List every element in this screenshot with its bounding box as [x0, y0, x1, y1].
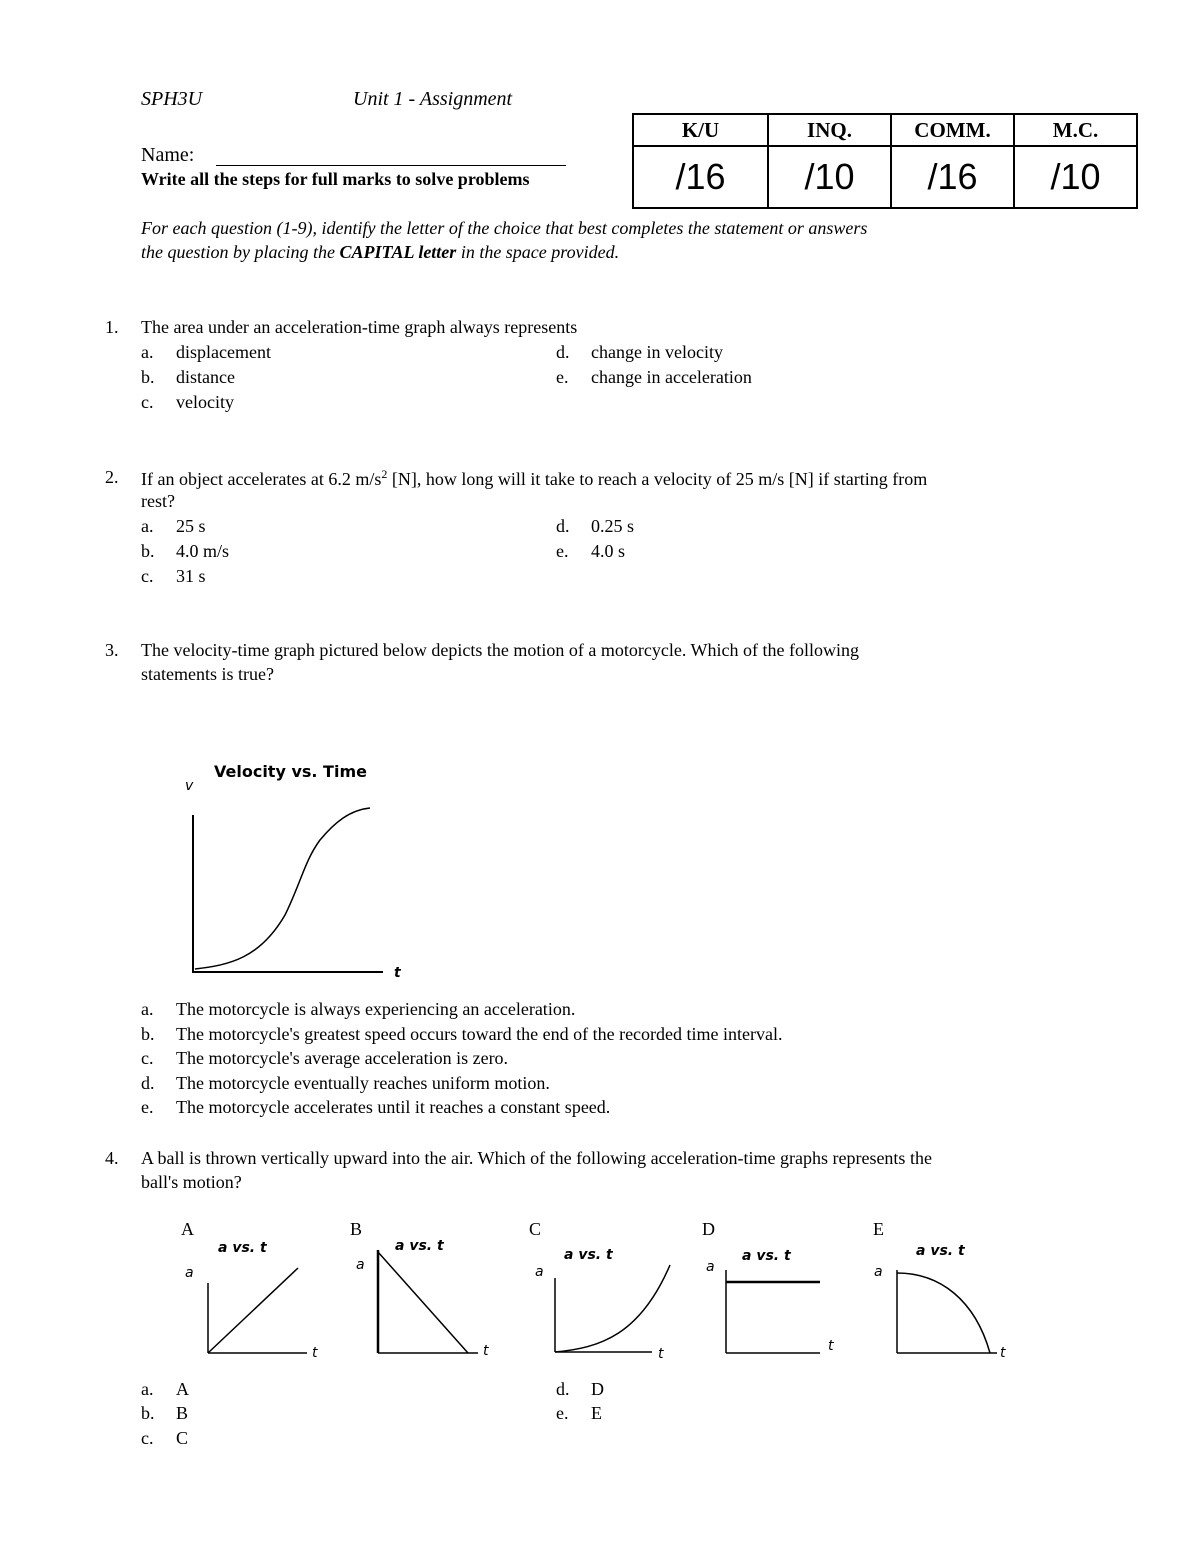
q1-option-c: c. velocity [141, 392, 234, 412]
graph-e-title: a vs. t [916, 1243, 965, 1259]
marks-score-comm: /16 [891, 146, 1014, 208]
graph-a-line [208, 1268, 298, 1353]
q2-text: If an object accelerates at 6.2 $m/s^2$ [N], how long will it take to reach a velocity of 25 m/s [N] if starting from [141, 467, 928, 489]
graph-b-line [378, 1252, 468, 1353]
q4-number: 4. [105, 1148, 119, 1168]
q3-text-line-2: statements is true? [141, 664, 274, 684]
q2-option-b: b. 4.0 m/s [141, 541, 230, 561]
marks-score-ku: /16 [633, 146, 768, 208]
q4-option-d: d. D [556, 1379, 604, 1399]
q1-text: The area under an acceleration-time graph always represents [141, 317, 578, 337]
unit-title: Unit 1 - Assignment [353, 88, 513, 110]
graph-b [378, 1250, 478, 1353]
graph-c-title: a vs. t [564, 1247, 613, 1263]
vt-graph-xlabel: t [394, 965, 401, 981]
graph-d-xlabel: t [828, 1338, 834, 1354]
q3-option-d: d. The motorcycle eventually reaches uniform motion. [141, 1073, 550, 1093]
graph-a-ylabel: a [185, 1265, 194, 1281]
q4-option-e: e. E [556, 1403, 602, 1423]
q2-text-line-2: rest? [141, 491, 175, 511]
graph-d [726, 1270, 820, 1353]
graph-a-xlabel: t [312, 1345, 318, 1361]
graph-e-ylabel: a [874, 1264, 883, 1280]
q2-number: 2. [105, 467, 119, 487]
q2-option-d: d. 0.25 s [556, 516, 635, 536]
vt-graph-ylabel: v [185, 778, 194, 794]
graph-a [208, 1268, 307, 1353]
q4-text: A ball is thrown vertically upward into the air. Which of the following acceleration-time graphs represents the [141, 1148, 932, 1168]
q3-text: The velocity-time graph pictured below depicts the motion of a motorcycle. Which of the following [141, 640, 859, 660]
graph-c-xlabel: t [658, 1346, 664, 1362]
q2-option-c: c. 31 s [141, 566, 206, 586]
q1-number: 1. [105, 317, 119, 337]
course-code: SPH3U [141, 88, 203, 110]
q1-option-e: e. change in acceleration [556, 367, 752, 387]
q4-option-c: c. C [141, 1428, 189, 1448]
graph-e-label: E [873, 1219, 884, 1239]
instruction-text: Write all the steps for full marks to solve problems [141, 169, 530, 189]
q2-option-a: a. 25 s [141, 516, 206, 536]
marks-header-mc: M.C. [1014, 114, 1137, 146]
q4-option-b: b. B [141, 1403, 189, 1423]
graph-b-ylabel: a [356, 1257, 365, 1273]
graph-b-title: a vs. t [395, 1238, 444, 1254]
q3-option-b: b. The motorcycle's greatest speed occurs toward the end of the recorded time interval. [141, 1024, 783, 1044]
graph-c-label: C [529, 1219, 542, 1239]
q2-option-e: e. 4.0 s [556, 541, 626, 561]
graph-b-xlabel: t [483, 1343, 489, 1359]
graph-c-curve [555, 1265, 670, 1352]
directions-line-2: the question by placing the CAPITAL letter in the space provided. [141, 242, 620, 262]
graph-d-ylabel: a [706, 1259, 715, 1275]
q3-option-e: e. The motorcycle accelerates until it reaches a constant speed. [141, 1097, 611, 1117]
q3-option-a: a. The motorcycle is always experiencing an acceleration. [141, 999, 576, 1019]
graph-c-ylabel: a [535, 1264, 544, 1280]
q1-option-d: d. change in velocity [556, 342, 723, 362]
graph-a-label: A [181, 1219, 194, 1239]
graph-a-title: a vs. t [218, 1240, 267, 1256]
graph-d-title: a vs. t [742, 1248, 791, 1264]
q4-text-line-2: ball's motion? [141, 1172, 242, 1192]
marks-header-comm: COMM. [891, 114, 1014, 146]
vt-graph-title: Velocity vs. Time [214, 762, 367, 781]
directions-line-1: For each question (1-9), identify the letter of the choice that best completes the statement or answers [141, 218, 868, 238]
graph-b-label: B [350, 1219, 363, 1239]
graph-c [555, 1265, 670, 1352]
q4-option-a: a. A [141, 1379, 189, 1399]
graph-e-xlabel: t [1000, 1345, 1006, 1361]
graph-e [897, 1270, 997, 1353]
name-label: Name: [141, 144, 195, 166]
graph-e-curve [897, 1273, 990, 1353]
marks-header-inq: INQ. [768, 114, 891, 146]
q3-number: 3. [105, 640, 119, 660]
marks-score-mc: /10 [1014, 146, 1137, 208]
graph-d-label: D [702, 1219, 715, 1239]
q1-option-b: b. distance [141, 367, 235, 387]
marks-header-ku: K/U [633, 114, 768, 146]
marks-score-inq: /10 [768, 146, 891, 208]
q1-option-a: a. displacement [141, 342, 271, 362]
q3-option-c: c. The motorcycle's average acceleration is zero. [141, 1048, 509, 1068]
